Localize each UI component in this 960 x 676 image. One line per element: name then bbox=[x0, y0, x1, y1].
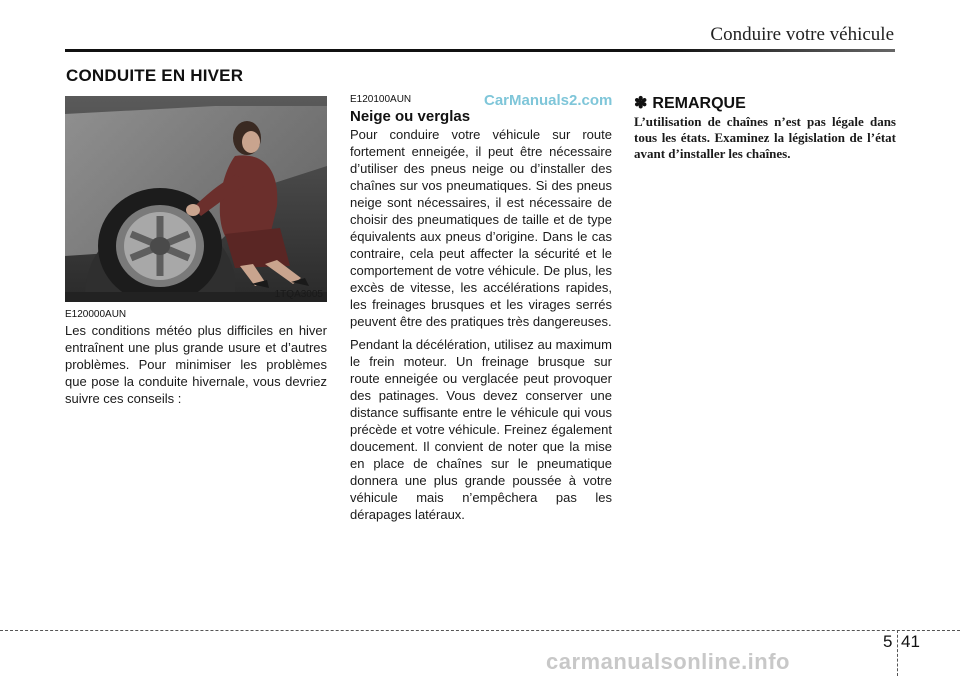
intro-text: Les conditions météo plus difficiles en hiver entraînent une plus grande usure et d’autres problèmes. Pour minimiser les problèmes que pose la conduite hivernale, vous devriez suivre ces conseils : bbox=[65, 323, 327, 406]
snow-ice-paragraph-2: Pendant la décélération, utilisez au maximum le frein moteur. Un freinage brusque sur route enneigée ou verglacée peut provoquer des patinages. Vous devez conserver une distance suffisante entre le véhicule qui vous précède et votre véhicule. Freinez également doucement. Il convient de noter que la mise en place de chaînes sur le pneumatique donnera une plus grande poussée à votre véhicule mais n’empêchera pas les dérapages latéraux. bbox=[350, 337, 612, 522]
page-number-divider bbox=[897, 630, 898, 676]
subsection-heading: Neige ou verglas bbox=[350, 108, 471, 125]
watermark-top: CarManuals2.com bbox=[484, 92, 613, 109]
section-title: CONDUITE EN HIVER bbox=[66, 66, 244, 85]
chapter-title: Conduire votre véhicule bbox=[710, 24, 894, 45]
page-number: 41 bbox=[901, 632, 920, 651]
note-heading bbox=[634, 93, 746, 113]
intro-paragraph bbox=[65, 322, 327, 413]
watermark-bottom: carmanualsonline.info bbox=[546, 649, 790, 674]
illustration-tire-check bbox=[65, 96, 327, 302]
section-code: E120000AUN bbox=[65, 309, 127, 320]
header-rule bbox=[65, 49, 895, 52]
footer-rule bbox=[0, 630, 960, 631]
note-star-icon: ✽ bbox=[634, 95, 648, 112]
snow-ice-body bbox=[350, 126, 612, 529]
subsection-code: E120100AUN bbox=[350, 94, 412, 105]
note-heading-label: REMARQUE bbox=[652, 95, 746, 112]
section-number: 5 bbox=[883, 632, 893, 651]
note-text: L’utilisation de chaînes n’est pas légale dans tous les états. Examinez la législation de l’état avant d’installer les chaînes. bbox=[634, 114, 896, 161]
woman-checking-tire-illustration bbox=[65, 96, 327, 302]
figure-code: 1TQA3005 bbox=[274, 289, 323, 300]
snow-ice-paragraph-1: Pour conduire votre véhicule sur route fortement enneigée, il peut être nécessaire d’utiliser des pneus neige ou d’installer des chaînes sur vos pneumatiques. Si des pneus neige sont nécessaires, il est nécessaire de choisir des pneumatiques de taille et de type équivalents aux pneus d’origine. Dans le cas contraire, cela peut affecter la sécurité et le comportement de votre véhicule. De plus, les excès de vitesse, les accélérations rapides, les freinages brusques et les virages serrés peuvent être des pratiques très dangereuses. bbox=[350, 127, 612, 329]
